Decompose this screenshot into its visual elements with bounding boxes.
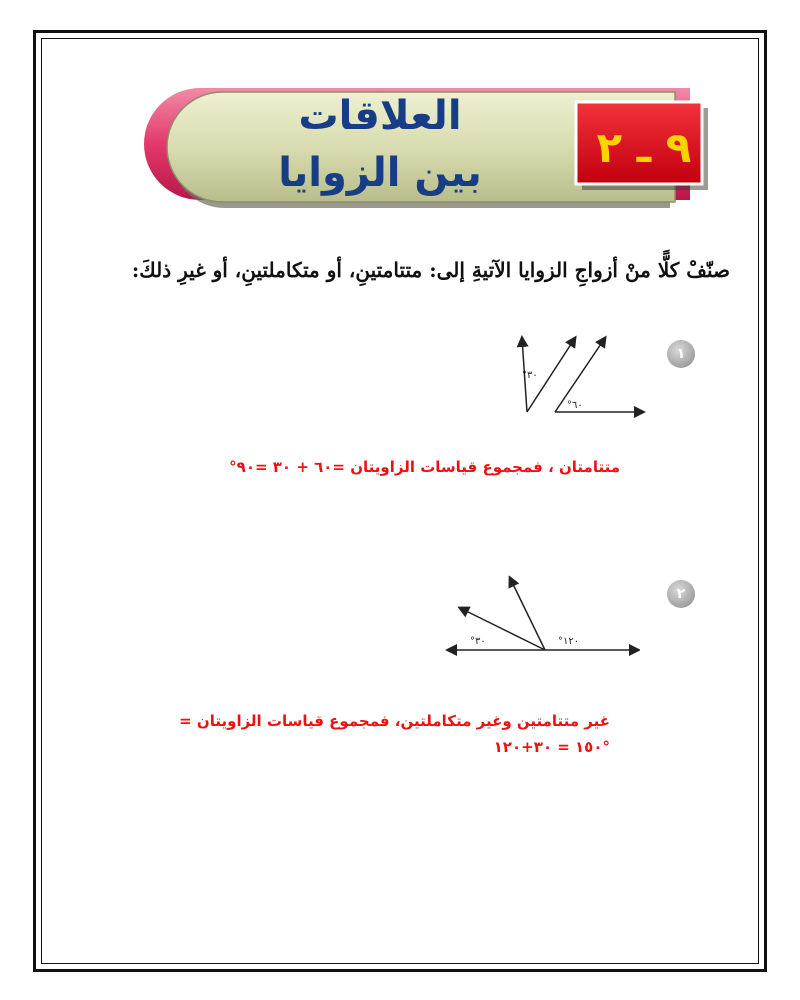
lesson-title-line-1: العلاقات bbox=[298, 93, 462, 139]
lesson-number: ٩ ـ ٢ bbox=[596, 123, 692, 172]
lesson-title-line-2: بين الزوايا bbox=[278, 150, 482, 196]
question-2-figure bbox=[440, 570, 640, 665]
q1-angle-label-30: °٣٠ bbox=[522, 370, 538, 381]
question-2-answer-line-2: °١٥٠ = ٣٠+١٢٠ bbox=[493, 738, 610, 756]
question-2-answer-line-1: غير متتامتين وغير متكاملتين، فمجموع قياسات الزاويتان = bbox=[179, 712, 610, 730]
exercise-instruction: صنّفْ كلًّا منْ أزواجِ الزوايا الآتيةِ إلى: متتامتينِ، أو متكاملتينِ، أو غيرِ ذلكَ: bbox=[131, 258, 730, 282]
q2-ray-steep bbox=[510, 578, 545, 650]
question-1-answer: متتامتان ، فمجموع قياسات الزاويتان =٦٠ + ٣٠ =٩٠° bbox=[229, 458, 620, 476]
q1-angle-label-60: °٦٠ bbox=[567, 400, 583, 411]
question-1-figure bbox=[505, 330, 655, 420]
q2-angle-label-30: °٣٠ bbox=[470, 636, 486, 647]
question-2-badge: ٢ bbox=[667, 580, 695, 608]
q2-angle-label-120: °١٢٠ bbox=[558, 636, 580, 647]
question-1-badge: ١ bbox=[667, 340, 695, 368]
